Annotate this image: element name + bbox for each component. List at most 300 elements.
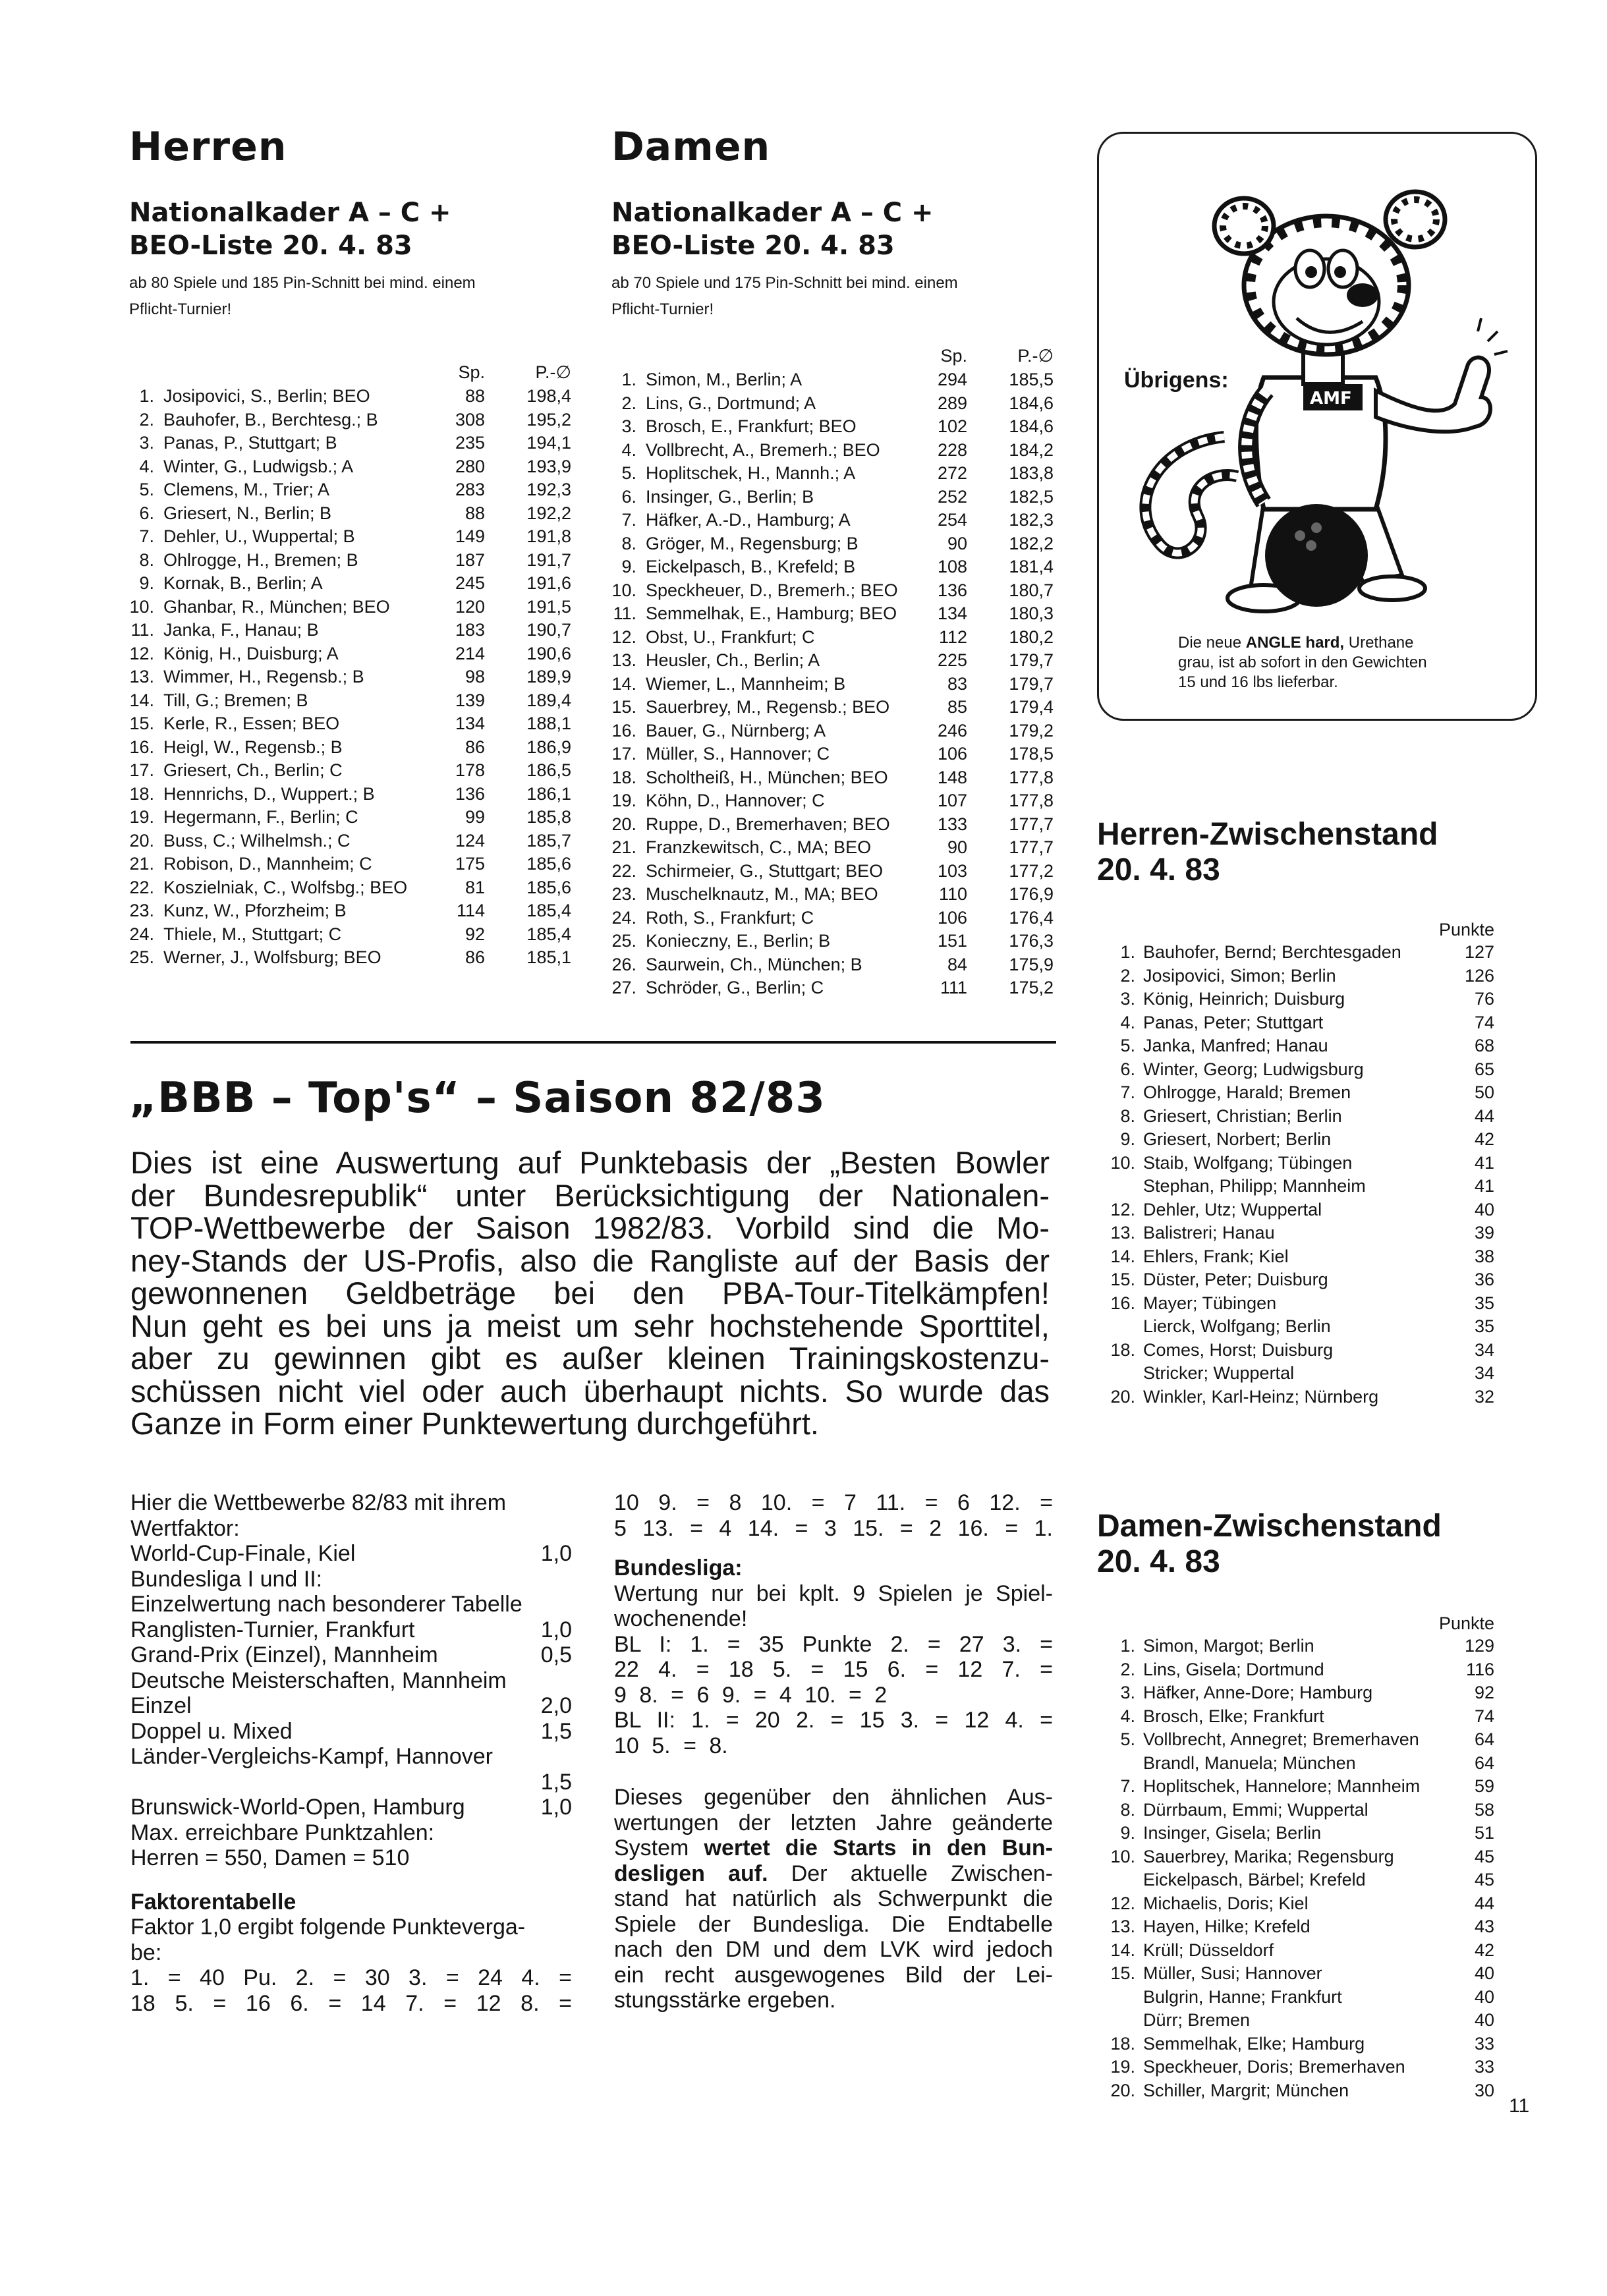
- damen-zw-row-points: 64: [1474, 1729, 1494, 1749]
- damen-zw-row: [1097, 1963, 1494, 1987]
- damen-zw-row: [1097, 2034, 1494, 2058]
- herren-row-name: Griesert, Ch., Berlin; C: [163, 760, 343, 780]
- damen-row: [611, 534, 1059, 557]
- herren-row-rank: 6.: [139, 503, 154, 523]
- damen-col-sp: Sp.: [940, 346, 967, 366]
- herren-row-average: 186,1: [526, 783, 571, 804]
- herren-row-name: Kerle, R., Essen; BEO: [163, 714, 340, 733]
- herren-zw-row-points: 32: [1474, 1386, 1494, 1407]
- herren-row-average: 185,8: [526, 807, 571, 827]
- herren-subtitle-1: Nationalkader A – C +: [129, 198, 451, 228]
- ad-box: [1097, 132, 1537, 721]
- damen-zw-row-points: 58: [1474, 1799, 1494, 1820]
- damen-row-rank: 24.: [611, 907, 636, 928]
- damen-row-name: Eickelpasch, B., Krefeld; B: [646, 557, 856, 576]
- damen-zw-row-points: 44: [1474, 1893, 1494, 1913]
- damen-row-rank: 3.: [621, 416, 636, 436]
- herren-zw-row: [1097, 1270, 1494, 1293]
- herren-row-rank: 4.: [139, 456, 154, 476]
- herren-row: [129, 597, 577, 621]
- herren-zw-row-rank: 10.: [1110, 1152, 1135, 1173]
- herren-row-rank: 20.: [129, 830, 154, 851]
- damen-row-name: Sauerbrey, M., Regensb.; BEO: [646, 697, 890, 717]
- herren-zw-row-rank: 9.: [1120, 1129, 1135, 1149]
- damen-zw-title-2: 20. 4. 83: [1097, 1544, 1220, 1579]
- herren-row: [129, 854, 577, 878]
- damen-row: [611, 955, 1059, 978]
- herren-zw-row: [1097, 1059, 1494, 1083]
- damen-title: Damen: [611, 124, 771, 170]
- herren-row-name: Werner, J., Wolfsburg; BEO: [163, 947, 381, 967]
- damen-zw-row: [1097, 1800, 1494, 1824]
- herren-zw-row: [1097, 1106, 1494, 1130]
- damen-row-name: Müller, S., Hannover; C: [646, 744, 830, 764]
- herren-row-rank: 17.: [129, 760, 154, 780]
- damen-row-games: 252: [937, 486, 967, 507]
- herren-row-name: Panas, P., Stuttgart; B: [163, 433, 337, 453]
- bbb-intro-line: ney-Stands der US-Profis, also die Rangliste auf der Basis der: [130, 1243, 1050, 1278]
- herren-zw-row-rank: 15.: [1110, 1270, 1135, 1289]
- herren-zw-row-name: Winkler, Karl-Heinz; Nürnberg: [1143, 1386, 1379, 1407]
- damen-row: [611, 861, 1059, 885]
- herren-row: [129, 550, 577, 574]
- ad-text: [1178, 633, 1521, 692]
- damen-row-name: Gröger, M., Regensburg; B: [646, 533, 859, 553]
- herren-row-rank: 16.: [129, 737, 154, 757]
- damen-row-rank: 25.: [611, 931, 636, 951]
- herren-row-average: 191,6: [526, 573, 571, 593]
- damen-zw-row-rank: 8.: [1120, 1799, 1135, 1820]
- damen-row: [611, 440, 1059, 464]
- damen-zw-row-points: 129: [1464, 1636, 1494, 1656]
- wettbewerb-factor: 1,5: [540, 1769, 572, 1795]
- herren-row-average: 191,8: [526, 526, 571, 546]
- herren-zw-row-rank: 2.: [1120, 965, 1135, 986]
- damen-zwischenstand-heading: [1097, 1509, 1532, 1580]
- herren-row-average: 185,4: [526, 924, 571, 944]
- herren-row-name: Hennrichs, D., Wuppert.; B: [163, 783, 375, 804]
- wettbewerb-factor: 1,0: [540, 1795, 572, 1820]
- damen-zw-row-rank: 14.: [1110, 1940, 1135, 1960]
- herren-zw-row-name: Josipovici, Simon; Berlin: [1143, 965, 1336, 986]
- damen-zw-row: [1097, 1683, 1494, 1706]
- damen-zw-row-points: 51: [1474, 1823, 1494, 1843]
- herren-zw-row-rank: 16.: [1110, 1293, 1135, 1313]
- damen-zw-row: [1097, 1940, 1494, 1964]
- herren-row: [129, 714, 577, 737]
- herren-zw-row-rank: 13.: [1110, 1223, 1135, 1243]
- herren-zw-row-points: 44: [1474, 1106, 1494, 1126]
- herren-row-name: Thiele, M., Stuttgart; C: [163, 924, 342, 944]
- mascot-tail: [1145, 437, 1237, 553]
- wettbewerb-factor: 1,0: [540, 1617, 572, 1642]
- herren-row-name: Kornak, B., Berlin; A: [163, 573, 323, 593]
- wettbewerbe-intro-1: Hier die Wettbewerbe 82/83 mit ihrem: [130, 1490, 507, 1515]
- herren-zw-row-points: 65: [1474, 1059, 1494, 1079]
- damen-row-average: 176,4: [1009, 907, 1054, 928]
- damen-row-average: 182,3: [1009, 510, 1054, 530]
- damen-row-average: 179,7: [1009, 673, 1054, 694]
- wettbewerb-item: [130, 1719, 572, 1745]
- herren-row: [129, 620, 577, 644]
- damen-zw-row-rank: 15.: [1110, 1963, 1135, 1983]
- damen-zw-row-points: 116: [1465, 1659, 1494, 1679]
- damen-row-games: 112: [938, 627, 967, 647]
- herren-row: [129, 784, 577, 808]
- damen-zw-row-rank: 4.: [1120, 1706, 1135, 1726]
- herren-zw-row: [1097, 1246, 1494, 1270]
- damen-row-games: 289: [937, 393, 967, 413]
- herren-row-name: Till, G.; Bremen; B: [163, 690, 308, 710]
- herren-zw-row-name: Düster, Peter; Duisburg: [1143, 1270, 1328, 1289]
- damen-row-rank: 15.: [611, 697, 636, 717]
- damen-row-average: 184,6: [1009, 393, 1054, 413]
- herren-row-name: Buss, C.; Wilhelmsh.; C: [163, 830, 351, 851]
- faktor-line-4: 18 5. = 16 6. = 14 7. = 12 8. =: [130, 1990, 572, 2016]
- damen-zw-row: [1097, 1823, 1494, 1847]
- herren-zw-row-points: 41: [1474, 1176, 1494, 1196]
- wettbewerb-label: Grand-Prix (Einzel), Mannheim: [130, 1642, 438, 1667]
- faktorentabelle-title: Faktorentabelle: [130, 1889, 296, 1915]
- herren-zw-row-name: Stricker; Wuppertal: [1143, 1363, 1295, 1383]
- damen-row: [611, 370, 1059, 393]
- herren-row-name: Janka, F., Hanau; B: [163, 620, 319, 640]
- bl-line-3: BL I: 1. = 35 Punkte 2. = 27 3. =: [614, 1631, 1053, 1657]
- herren-row: [129, 667, 577, 690]
- herren-zw-row-name: Ehlers, Frank; Kiel: [1143, 1246, 1289, 1266]
- herren-row-rank: 12.: [129, 643, 154, 663]
- herren-zw-row: [1097, 1176, 1494, 1200]
- bbb-intro-line: schüssen nicht viel oder auch überhaupt nichts. So wurde das: [130, 1373, 1050, 1409]
- damen-zw-row: [1097, 1917, 1494, 1940]
- p2-line-6: Spiele der Bundesliga. Die Endtabelle: [614, 1911, 1053, 1937]
- bbb-intro-line: Ganze in Form einer Punktewertung durchgeführt.: [130, 1406, 819, 1441]
- herren-row-average: 198,4: [526, 386, 571, 406]
- herren-row-games: 183: [455, 620, 485, 640]
- herren-row: [129, 924, 577, 948]
- p2-line-3: [614, 1835, 1053, 1861]
- damen-zw-row: [1097, 1636, 1494, 1660]
- damen-row-name: Lins, G., Dortmund; A: [646, 393, 816, 413]
- damen-row-name: Franzkewitsch, C., MA; BEO: [646, 837, 872, 857]
- herren-zw-row-points: 35: [1474, 1293, 1494, 1313]
- herren-row-average: 192,2: [526, 503, 571, 523]
- herren-row-games: 92: [465, 924, 485, 944]
- herren-row-rank: 18.: [129, 783, 154, 804]
- herren-row-average: 185,6: [526, 877, 571, 897]
- damen-zw-row-name: Schiller, Margrit; München: [1143, 2080, 1349, 2100]
- herren-row-average: 186,9: [526, 737, 571, 757]
- herren-zw-row: [1097, 1363, 1494, 1387]
- damen-row: [611, 603, 1059, 627]
- herren-row: [129, 526, 577, 550]
- herren-table-header: [129, 362, 577, 386]
- herren-row: [129, 760, 577, 784]
- herren-row-rank: 21.: [129, 854, 154, 874]
- damen-zw-row-name: Insinger, Gisela; Berlin: [1143, 1823, 1322, 1843]
- herren-row-rank: 15.: [129, 714, 154, 733]
- herren-row-average: 185,7: [526, 830, 571, 851]
- damen-row-games: 111: [940, 978, 967, 997]
- herren-zw-row-points: 40: [1474, 1199, 1494, 1219]
- wettbewerb-label: Deutsche Meisterschaften, Mannheim: [130, 1667, 507, 1693]
- wettbewerb-label: World-Cup-Finale, Kiel: [130, 1541, 356, 1566]
- damen-row-games: 107: [937, 791, 967, 810]
- damen-row-name: Bauer, G., Nürnberg; A: [646, 720, 826, 741]
- damen-row: [611, 721, 1059, 744]
- damen-zw-row-name: Simon, Margot; Berlin: [1143, 1636, 1314, 1656]
- leopard-mascot-illustration: [1099, 134, 1535, 719]
- bbb-intro-line: Nun geht es bei uns ja meist um sehr hochstehende Sporttitel,: [130, 1308, 1050, 1343]
- herren-row: [129, 690, 577, 714]
- herren-zw-row-points: 36: [1474, 1270, 1494, 1289]
- damen-row-games: 246: [937, 720, 967, 741]
- herren-row-rank: 2.: [139, 409, 154, 430]
- damen-zw-row-points: 30: [1474, 2080, 1494, 2100]
- bbb-intro-line: Dies ist eine Auswertung auf Punktebasis der „Besten Bowler: [130, 1145, 1050, 1180]
- damen-zw-row-rank: 19.: [1110, 2057, 1135, 2077]
- damen-zw-row: [1097, 1706, 1494, 1730]
- damen-row-rank: 1.: [621, 370, 636, 389]
- herren-row-games: 187: [455, 549, 485, 570]
- herren-zw-row-name: Panas, Peter; Stuttgart: [1143, 1012, 1324, 1032]
- damen-table-header: [611, 346, 1059, 370]
- p2-line-5: stand hat natürlich als Schwerpunkt die: [614, 1886, 1053, 1911]
- damen-row-rank: 18.: [611, 767, 636, 787]
- damen-row-games: 84: [947, 954, 967, 974]
- bundesliga-title: Bundesliga:: [614, 1555, 743, 1581]
- damen-zw-row-points: 40: [1474, 2010, 1494, 2030]
- damen-subtitle-1: Nationalkader A – C +: [611, 198, 934, 228]
- damen-zw-row-name: Hayen, Hilke; Krefeld: [1143, 1917, 1311, 1936]
- herren-zw-row-points: 68: [1474, 1036, 1494, 1055]
- herren-col-p: P.-∅: [535, 362, 571, 382]
- damen-zw-row-name: Müller, Susi; Hannover: [1143, 1963, 1322, 1983]
- herren-row-rank: 10.: [129, 596, 154, 617]
- damen-row: [611, 837, 1059, 861]
- herren-zw-row-name: König, Heinrich; Duisburg: [1143, 989, 1345, 1009]
- herren-zw-row-rank: 20.: [1110, 1386, 1135, 1407]
- shirt-logo: AMF: [1310, 389, 1352, 408]
- herren-zw-row-rank: 14.: [1110, 1246, 1135, 1266]
- herren-zw-row-rank: 12.: [1110, 1199, 1135, 1219]
- damen-row-average: 179,7: [1009, 650, 1054, 670]
- cont-line-2: 5 13. = 4 14. = 3 15. = 2 16. = 1.: [614, 1515, 1053, 1541]
- bowling-ball-icon: [1265, 504, 1368, 607]
- p2-line-2: wertungen der letzten Jahre geänderte: [614, 1810, 1053, 1835]
- herren-row-average: 185,6: [526, 854, 571, 874]
- cont-line-1: 10 9. = 8 10. = 7 11. = 6 12. =: [614, 1490, 1053, 1515]
- damen-subtitle-2: BEO-Liste 20. 4. 83: [611, 231, 895, 261]
- herren-row-games: 98: [465, 667, 485, 686]
- herren-zw-row-rank: 5.: [1120, 1036, 1135, 1055]
- herren-row-name: Kunz, W., Pforzheim; B: [163, 901, 347, 920]
- damen-row-games: 134: [937, 603, 967, 623]
- herren-zw-row-points: 50: [1474, 1082, 1494, 1102]
- damen-row-games: 151: [937, 931, 967, 951]
- damen-zw-row: [1097, 1847, 1494, 1870]
- p2-line-4b: Der aktuelle Zwischen-: [768, 1861, 1053, 1886]
- herren-zw-row: [1097, 1200, 1494, 1223]
- herren-row-average: 185,1: [526, 947, 571, 967]
- damen-row-rank: 23.: [611, 884, 636, 904]
- herren-note-2: Pflicht-Turnier!: [129, 300, 232, 318]
- herren-row-games: 139: [455, 690, 485, 710]
- herren-zw-row-points: 38: [1474, 1246, 1494, 1266]
- damen-row-rank: 2.: [621, 393, 636, 413]
- herren-zw-row-points: 39: [1474, 1223, 1494, 1243]
- ad-label: Übrigens:: [1124, 368, 1229, 393]
- herren-subtitle-2: BEO-Liste 20. 4. 83: [129, 231, 412, 261]
- damen-zwischenstand-table: [1097, 1613, 1494, 2104]
- damen-row-average: 178,5: [1009, 744, 1054, 764]
- herren-zw-row: [1097, 989, 1494, 1013]
- herren-row-games: 283: [455, 480, 485, 499]
- damen-row-games: 103: [937, 860, 967, 881]
- wettbewerb-factor: 2,0: [540, 1693, 572, 1718]
- damen-row-games: 108: [937, 557, 967, 576]
- herren-row-name: Dehler, U., Wuppertal; B: [163, 526, 355, 546]
- damen-row-rank: 14.: [611, 673, 636, 694]
- p2-line-4: [614, 1861, 1053, 1887]
- herren-row-average: 195,2: [526, 409, 571, 430]
- herren-zw-title-1: Herren-Zwischenstand: [1097, 817, 1438, 852]
- wettbewerb-item: [130, 1592, 572, 1617]
- herren-row: [129, 901, 577, 924]
- herren-row-average: 191,5: [526, 596, 571, 617]
- damen-row-name: Obst, U., Frankfurt; C: [646, 627, 815, 647]
- herren-row-name: Hegermann, F., Berlin; C: [163, 807, 358, 827]
- damen-row-name: Hoplitschek, H., Mannh.; A: [646, 463, 856, 483]
- herren-row: [129, 573, 577, 597]
- damen-row: [611, 908, 1059, 932]
- damen-row: [611, 884, 1059, 908]
- herren-row-average: 189,4: [526, 690, 571, 710]
- damen-row-name: Konieczny, E., Berlin; B: [646, 931, 831, 951]
- damen-row: [611, 814, 1059, 838]
- wettbewerbe-intro-2: Wertfaktor:: [130, 1515, 240, 1541]
- wettbewerb-item: [130, 1617, 572, 1643]
- wettbewerb-item: [130, 1541, 572, 1567]
- herren-zw-row-name: Griesert, Norbert; Berlin: [1143, 1129, 1332, 1149]
- damen-row-average: 175,9: [1009, 954, 1054, 974]
- damen-row-average: 177,7: [1009, 837, 1054, 857]
- herren-zw-row-points: 42: [1474, 1129, 1494, 1149]
- herren-zw-row: [1097, 1153, 1494, 1177]
- herren-row-rank: 23.: [129, 901, 154, 920]
- herren-zw-row-points: 34: [1474, 1339, 1494, 1360]
- damen-row-rank: 5.: [621, 463, 636, 483]
- herren-row-name: Bauhofer, B., Berchtesg.; B: [163, 409, 378, 430]
- wettbewerb-label: Herren = 550, Damen = 510: [130, 1845, 410, 1870]
- damen-row-rank: 11.: [613, 603, 636, 623]
- herren-row-name: Clemens, M., Trier; A: [163, 480, 330, 499]
- herren-row-name: Robison, D., Mannheim; C: [163, 854, 372, 874]
- herren-zw-row-rank: 6.: [1120, 1059, 1135, 1079]
- herren-row-name: Griesert, N., Berlin; B: [163, 503, 332, 523]
- herren-row-average: 193,9: [526, 456, 571, 476]
- damen-zw-row-points: 33: [1474, 2057, 1494, 2077]
- damen-row-rank: 19.: [611, 791, 636, 810]
- damen-row-average: 180,7: [1009, 580, 1054, 600]
- damen-row: [611, 487, 1059, 511]
- herren-row-average: 189,9: [526, 667, 571, 686]
- damen-zw-row-name: Bulgrin, Hanne; Frankfurt: [1143, 1986, 1342, 2007]
- herren-row: [129, 947, 577, 971]
- herren-zw-row-rank: 7.: [1120, 1082, 1135, 1102]
- herren-row-games: 99: [465, 807, 485, 827]
- herren-zw-row-points: 35: [1474, 1316, 1494, 1336]
- herren-zw-row: [1097, 1387, 1494, 1411]
- damen-zw-row: [1097, 1660, 1494, 1683]
- herren-row: [129, 457, 577, 480]
- wettbewerb-item: [130, 1668, 572, 1694]
- herren-zw-row-points: 76: [1474, 989, 1494, 1009]
- bbb-intro-paragraph: [130, 1146, 1050, 1440]
- section-divider: [130, 1041, 1056, 1044]
- p2-line-3b: wertet die Starts in den Bun-: [704, 1835, 1053, 1861]
- herren-row-games: 120: [455, 596, 485, 617]
- damen-zw-row-rank: 7.: [1120, 1776, 1135, 1796]
- damen-row-average: 176,3: [1009, 931, 1054, 951]
- damen-row-games: 272: [937, 463, 967, 483]
- damen-zw-row-points: 64: [1474, 1752, 1494, 1773]
- herren-zw-row-name: Janka, Manfred; Hanau: [1143, 1036, 1328, 1055]
- herren-zw-row-points: 34: [1474, 1363, 1494, 1383]
- damen-row-average: 181,4: [1009, 557, 1054, 576]
- damen-zw-row-name: Sauerbrey, Marika; Regensburg: [1143, 1846, 1394, 1866]
- damen-zw-row-rank: 12.: [1110, 1893, 1135, 1913]
- herren-row-rank: 24.: [129, 924, 154, 944]
- herren-row-average: 190,7: [526, 620, 571, 640]
- herren-row-games: 178: [455, 760, 485, 780]
- damen-row: [611, 744, 1059, 768]
- p2-line-1: Dieses gegenüber den ähnlichen Aus-: [614, 1785, 1053, 1810]
- damen-row-average: 180,2: [1009, 627, 1054, 647]
- ad-text-line-3: 15 und 16 lbs lieferbar.: [1178, 673, 1338, 691]
- herren-row-name: Winter, G., Ludwigsb.; A: [163, 456, 354, 476]
- damen-row: [611, 580, 1059, 604]
- damen-row-name: Schirmeier, G., Stuttgart; BEO: [646, 860, 884, 881]
- herren-row: [129, 386, 577, 410]
- herren-row: [129, 878, 577, 901]
- herren-zw-row-rank: 1.: [1120, 942, 1135, 962]
- herren-zw-row-name: Griesert, Christian; Berlin: [1143, 1106, 1342, 1126]
- damen-row-games: 148: [937, 767, 967, 787]
- damen-zw-row-rank: 5.: [1120, 1729, 1135, 1749]
- herren-row-name: Heigl, W., Regensb.; B: [163, 737, 343, 757]
- damen-row: [611, 650, 1059, 674]
- damen-zw-row-rank: 1.: [1120, 1636, 1135, 1656]
- wettbewerbe-column: [130, 1490, 572, 2016]
- damen-zw-row-name: Hoplitschek, Hannelore; Mannheim: [1143, 1776, 1421, 1796]
- damen-row: [611, 674, 1059, 698]
- herren-row-games: 88: [465, 386, 485, 406]
- damen-row-average: 176,9: [1009, 884, 1054, 904]
- damen-zw-row-name: Brandl, Manuela; München: [1143, 1752, 1356, 1773]
- herren-zw-row: [1097, 1316, 1494, 1340]
- herren-row-average: 186,5: [526, 760, 571, 780]
- damen-row: [611, 627, 1059, 651]
- damen-row-games: 110: [938, 884, 967, 904]
- damen-zw-row-name: Speckheuer, Doris; Bremerhaven: [1143, 2057, 1405, 2077]
- damen-row-average: 182,2: [1009, 533, 1054, 553]
- damen-row-rank: 26.: [611, 954, 636, 974]
- herren-zw-row-name: Bauhofer, Bernd; Berchtesgaden: [1143, 942, 1401, 962]
- herren-note-1: ab 80 Spiele und 185 Pin-Schnitt bei mind. einem: [129, 274, 476, 292]
- damen-row-rank: 22.: [611, 860, 636, 881]
- damen-zw-col-header: Punkte: [1438, 1613, 1494, 1633]
